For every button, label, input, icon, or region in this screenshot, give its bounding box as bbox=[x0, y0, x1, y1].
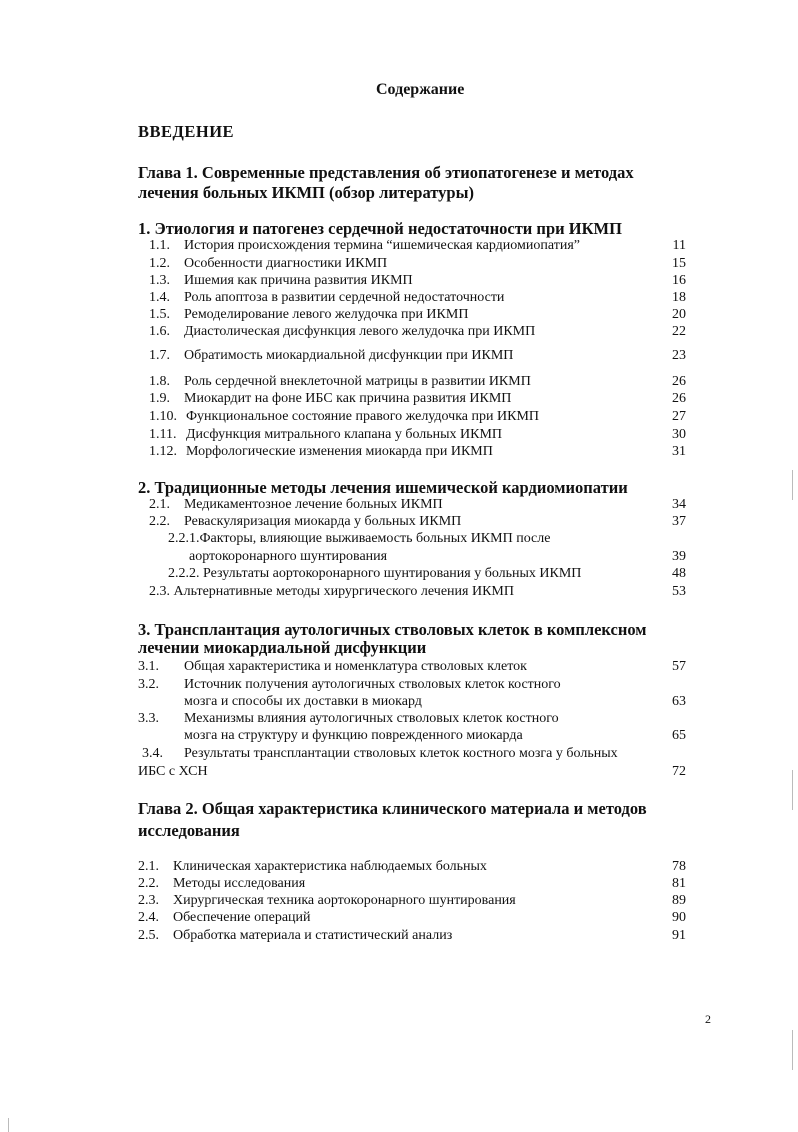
toc-entry[interactable]: 2.2.2. Результаты аортокоронарного шунтирования у больных ИКМП bbox=[168, 566, 582, 581]
toc-entry-cont: мозга и способы их доставки в миокард bbox=[184, 694, 422, 709]
toc-num: 1.8. bbox=[149, 374, 170, 389]
toc-num: 1.4. bbox=[149, 290, 170, 305]
toc-page: 26 bbox=[672, 374, 686, 389]
toc-page: 16 bbox=[672, 273, 686, 288]
toc-page: 90 bbox=[672, 910, 686, 925]
toc-page: 63 bbox=[672, 694, 686, 709]
toc-entry[interactable]: Общая характеристика и номенклатура стволовых клеток bbox=[184, 659, 527, 674]
scan-edge-right bbox=[792, 470, 793, 500]
toc-page: 81 bbox=[672, 876, 686, 891]
toc-page: 91 bbox=[672, 928, 686, 943]
toc-entry[interactable]: 2.3. Альтернативные методы хирургического лечения ИКМП bbox=[149, 584, 514, 599]
chapter2-heading-line2: исследования bbox=[138, 821, 240, 840]
toc-page: 31 bbox=[672, 444, 686, 459]
toc-entry[interactable]: Роль сердечной внеклеточной матрицы в развитии ИКМП bbox=[184, 374, 531, 389]
toc-entry[interactable]: Обеспечение операций bbox=[173, 910, 311, 925]
page-title: Содержание bbox=[376, 81, 465, 98]
toc-page: 15 bbox=[672, 256, 686, 271]
toc-entry[interactable]: Медикаментозное лечение больных ИКМП bbox=[184, 497, 443, 512]
section3-heading-line2: лечении миокардиальной дисфункции bbox=[138, 638, 427, 657]
toc-num: 1.11. bbox=[149, 427, 177, 442]
toc-entry[interactable]: Клиническая характеристика наблюдаемых больных bbox=[173, 859, 487, 874]
toc-num: 2.1. bbox=[149, 497, 170, 512]
toc-num: 1.9. bbox=[149, 391, 170, 406]
toc-page: 78 bbox=[672, 859, 686, 874]
toc-entry[interactable]: Миокардит на фоне ИБС как причина развития ИКМП bbox=[184, 391, 512, 406]
toc-num: 1.10. bbox=[149, 409, 177, 424]
toc-entry[interactable]: Источник получения аутологичных стволовых клеток костного bbox=[184, 677, 561, 692]
toc-page: 23 bbox=[672, 348, 686, 363]
toc-entry[interactable]: Дисфункция митрального клапана у больных ИКМП bbox=[186, 427, 503, 442]
toc-num: 2.2. bbox=[149, 514, 170, 529]
toc-page: 72 bbox=[672, 764, 686, 779]
toc-entry[interactable]: Особенности диагностики ИКМП bbox=[184, 256, 388, 271]
intro-heading: ВВЕДЕНИЕ bbox=[138, 122, 235, 141]
toc-page: 34 bbox=[672, 497, 686, 512]
page-number: 2 bbox=[705, 1012, 711, 1026]
toc-entry-cont: ИБС с ХСН bbox=[138, 764, 208, 779]
toc-num: 3.4. bbox=[142, 746, 163, 761]
toc-page: 39 bbox=[672, 549, 686, 564]
toc-num: 2.2. bbox=[138, 876, 159, 891]
toc-page: 27 bbox=[672, 409, 686, 424]
toc-num: 2.3. bbox=[138, 893, 159, 908]
section1-heading: 1. Этиология и патогенез сердечной недостаточности при ИКМП bbox=[138, 219, 622, 238]
chapter1-heading-line2: лечения больных ИКМП (обзор литературы) bbox=[138, 183, 474, 202]
toc-entry[interactable]: Реваскуляризация миокарда у больных ИКМП bbox=[184, 514, 462, 529]
toc-page: 26 bbox=[672, 391, 686, 406]
toc-entry-cont: аортокоронарного шунтирования bbox=[189, 549, 388, 564]
toc-entry[interactable]: Ремоделирование левого желудочка при ИКМП bbox=[184, 307, 469, 322]
toc-page: 20 bbox=[672, 307, 686, 322]
section2-heading: 2. Традиционные методы лечения ишемической кардиомиопатии bbox=[138, 478, 628, 497]
toc-page: 57 bbox=[672, 659, 686, 674]
toc-num: 2.4. bbox=[138, 910, 159, 925]
toc-num: 2.1. bbox=[138, 859, 159, 874]
chapter1-heading-line1: Глава 1. Современные представления об этиопатогенезе и методах bbox=[138, 163, 634, 182]
toc-page: 89 bbox=[672, 893, 686, 908]
chapter2-heading-line1: Глава 2. Общая характеристика клинического материала и методов bbox=[138, 799, 647, 818]
toc-num: 1.6. bbox=[149, 324, 170, 339]
scan-edge-right-3 bbox=[792, 1030, 793, 1070]
scan-edge-left bbox=[8, 1118, 9, 1132]
toc-num: 3.2. bbox=[138, 677, 159, 692]
toc-num: 1.1. bbox=[149, 238, 170, 253]
toc-num: 1.7. bbox=[149, 348, 170, 363]
toc-entry[interactable]: Обратимость миокардиальной дисфункции при ИКМП bbox=[184, 348, 514, 363]
toc-entry[interactable]: Обработка материала и статистический анализ bbox=[173, 928, 453, 943]
toc-entry[interactable]: Механизмы влияния аутологичных стволовых клеток костного bbox=[184, 711, 559, 726]
scan-edge-right-2 bbox=[792, 770, 793, 810]
toc-num: 3.3. bbox=[138, 711, 159, 726]
toc-entry-cont: мозга на структуру и функцию поврежденного миокарда bbox=[184, 728, 523, 743]
toc-num: 1.3. bbox=[149, 273, 170, 288]
toc-entry[interactable]: История происхождения термина “ишемическая кардиомиопатия” bbox=[184, 238, 580, 253]
toc-entry[interactable]: Функциональное состояние правого желудочка при ИКМП bbox=[186, 409, 540, 424]
toc-num: 1.2. bbox=[149, 256, 170, 271]
toc-entry[interactable]: Методы исследования bbox=[173, 876, 306, 891]
toc-num: 2.5. bbox=[138, 928, 159, 943]
toc-page: 11 bbox=[672, 238, 686, 253]
toc-page: 22 bbox=[672, 324, 686, 339]
toc-entry[interactable]: Диастолическая дисфункция левого желудочка при ИКМП bbox=[184, 324, 536, 339]
toc-page: 18 bbox=[672, 290, 686, 305]
toc-entry[interactable]: Результаты трансплантации стволовых клеток костного мозга у больных bbox=[184, 746, 618, 761]
toc-entry[interactable]: Морфологические изменения миокарда при ИКМП bbox=[186, 444, 493, 459]
toc-page: 48 bbox=[672, 566, 686, 581]
toc-page: 65 bbox=[672, 728, 686, 743]
section3-heading-line1: 3. Трансплантация аутологичных стволовых клеток в комплексном bbox=[138, 620, 647, 639]
toc-entry[interactable]: Ишемия как причина развития ИКМП bbox=[184, 273, 413, 288]
toc-entry[interactable]: Хирургическая техника аортокоронарного шунтирования bbox=[173, 893, 516, 908]
toc-num: 1.5. bbox=[149, 307, 170, 322]
toc-num: 3.1. bbox=[138, 659, 159, 674]
toc-num: 1.12. bbox=[149, 444, 177, 459]
toc-entry[interactable]: Роль апоптоза в развитии сердечной недостаточности bbox=[184, 290, 505, 305]
toc-page: 30 bbox=[672, 427, 686, 442]
toc-page: 53 bbox=[672, 584, 686, 599]
toc-page: 37 bbox=[672, 514, 686, 529]
toc-entry[interactable]: 2.2.1.Факторы, влияющие выживаемость больных ИКМП после bbox=[168, 531, 551, 546]
